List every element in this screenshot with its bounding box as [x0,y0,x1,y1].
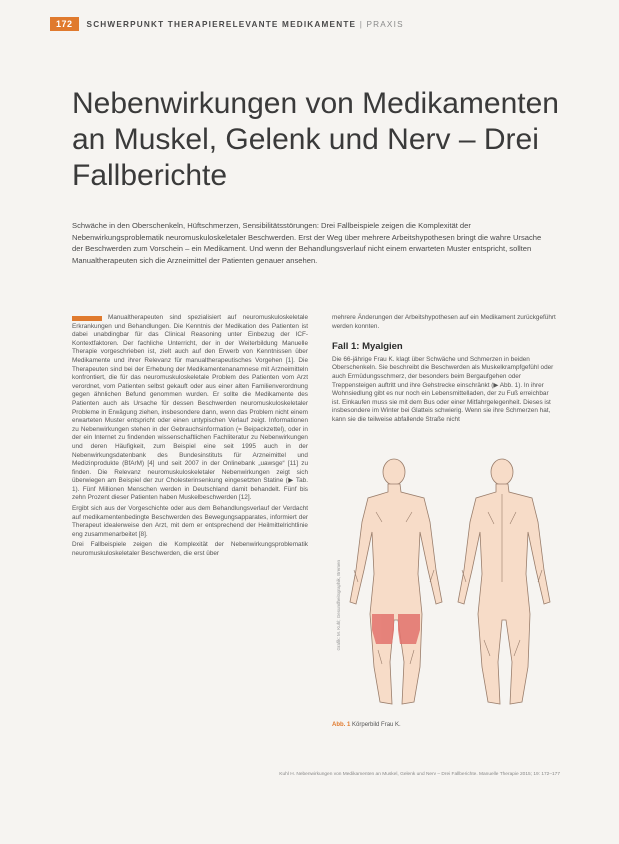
article-title: Nebenwirkungen von Medikamenten an Muskel, Gelenk und Nerv – Drei Fallberichte [72,87,559,192]
figure-caption-text: Körperbild Frau K. [352,722,401,728]
case-1-heading: Fall 1: Myalgien [332,341,403,353]
figure-caption-label: Abb. 1 [332,722,351,728]
body-chart-figure [332,452,562,714]
body-paragraph: Drei Fallbeispiele zeigen die Komplexität der Nebenwirkungsproblematik neuromuskuloskeletaler Beschwerden, die erst über [72,541,308,558]
article-lead: Schwäche in den Oberschenkeln, Hüftschmerzen, Sensibilitätsstörungen: Drei Fallbeispiele zeigen die Komplexität der Nebenwirkungsproblematik neuromuskuloskeletaler Beschwerden. Erst der Weg über mehrere Arbeitshypothesen bringt die wahre Ursache der Beschwerden zum Vorschein – ein Medikament. Und wenn der Behandlungsverlauf nicht einem erwarteten Muster entspricht, sollten Manualtherapeuten sich die Arzneimittel der Patienten genauer ansehen. [72,221,542,265]
section-separator: | [359,19,364,29]
citation-footer: Kuhl H. Nebenwirkungen von Medikamenten an Muskel, Gelenk und Nerv – Drei Fallberichte. Manuelle Therapie 2015; 19: 172–177 [279,772,560,777]
body-paragraph: Die 66-jährige Frau K. klagt über Schwäche und Schmerzen in beiden Oberschenkeln. Sie beschreibt die Beschwerden als Muskelkrampfgefühl oder auch Ermüdungsschmerz, der besonders beim Bergaufgehen oder Treppensteigen auftritt und ihre Gehstrecke einschränkt (▶ Abb. 1). In ihrer Wohnsiedlung gibt es nur noch ein Lebensmittelladen, der zu Fuß erreichbar ist. Einkaufen muss sie mit dem Bus oder einer Mitfahrgelegenheit. Dieses ist insbesondere im Winter bei Glatteis schwierig. Wenn sie ihre Schmerzen hat, kann sie die teilweise abfallende Straße nicht [332,355,554,423]
running-header [50,17,404,31]
body-column-left [72,314,308,561]
intro-accent-bar [72,316,102,321]
section-title [87,20,404,29]
body-paragraph: mehrere Änderungen der Arbeitshypothesen auf ein Medikament zurückgeführt werden konnten. [332,314,556,330]
figure-caption [332,722,558,728]
section-category: PRAXIS [366,19,404,29]
body-back-view [458,459,550,704]
body-paragraph: Manualtherapeuten sind spezialisiert auf neuromuskuloskeletale Erkrankungen und Behandlungen. Die Kenntnis der Medikation des Patienten ist dabei unabdingbar für das Clinical Reasoning unter Einbezug der ICF-Kontextfaktoren. Der fachliche Unterricht, der in der Weiterbildung Manuelle Therapie vorgeschrieben ist, zielt auch auf den Erwerb von Kenntnissen über Medikamente und ihrer Relevanz für manualtherapeutisches Vorgehen [1]. Die Therapeuten sind bei der Erhebung der Medikamentenanamnese mit Arzneimitteln konfrontiert, die für das neuromuskuloskeletale Problem des Patienten vom Arzt verordnet, vom Patienten selbst gekauft oder aus einer alten Familienverordnung gegen ähnlichen Befund genommen wurden. Er sollte die Medikamente des Patienten auch als Ursache für dessen Beschwerden neuromuskuloskeletaler Probleme in Erwägung ziehen, insbesondere dann, wenn das Problem nicht einem erwarteten Muster entspricht oder einen untypischen Verlauf zeigt. Informationen zu Nebenwirkungen stehen in der Gebrauchsinformation (= Beipackzettel), oder in der ein Internet zu findenden wissenschaftlichen Fachliteratur zu Nebenwirkungen und deren Häufigkeit, zum Beispiel eine seit 1995 auch in der Nebenwirkungsdatenbank des Bundesinstituts für Arzneimittel und Medizinprodukte (BfArM) [4] und seit 2007 in der Onlinebank „uawsge“ [11] zu finden. Die Relevanz neuromuskuloskeletaler Nebenwirkungen zeigt sich überwiegen am Beispiel der zur Cholesterinsenkung eingesetzten Statine (▶ Tab. 1). Fünf Millionen Menschen werden in Deutschland damit behandelt. Fünf bis zehn Prozent dieser Patienten haben Muskelbeschwerden [12]. [72,314,308,502]
body-front-view [350,459,442,704]
page-number: 172 [50,17,79,31]
section-name: SCHWERPUNKT THERAPIERELEVANTE MEDIKAMENTE [86,19,357,29]
body-paragraph: Ergibt sich aus der Vorgeschichte oder aus dem Behandlungsverlauf der Verdacht auf medikamentenbedingte Beschwerden des Bewegungsapparates, informiert der Therapeut idealerweise den Arzt, mit dem er entsprechend der Heilmittelrichtlinie eng zusammenarbeitet [8]. [72,505,308,538]
body-column-right [332,314,558,425]
figure-credit: Grafik: M. Kuhl; Gesundheitsgraphik, Bremen [336,560,341,651]
